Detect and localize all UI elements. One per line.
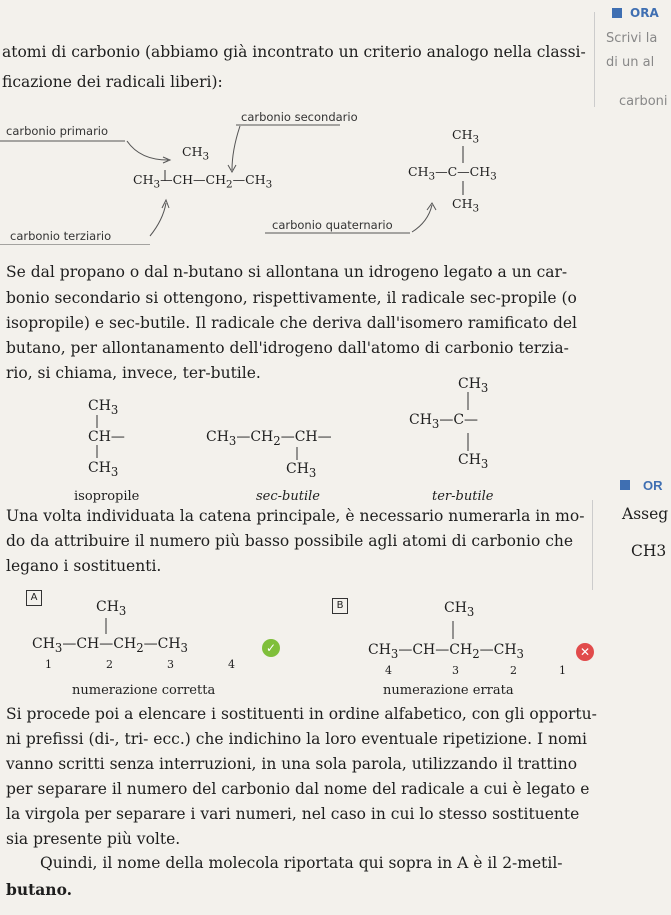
sidebar-carbon: carboni xyxy=(619,94,668,109)
chem-b-top: $CH_3$ xyxy=(444,600,475,619)
sidebar-di-un: di un al xyxy=(606,55,655,70)
para4-line5: la virgola per separare i vari numeri, nel caso in cui lo stesso sostituente xyxy=(6,805,580,823)
sidebar-ch3: CH3 xyxy=(631,542,667,560)
label-carbonio-secondario: carbonio secondario xyxy=(241,110,358,124)
para2-line1: Se dal propano o dal n-butano si allontana un idrogeno legato a un car- xyxy=(6,263,568,281)
cross-icon: ✕ xyxy=(576,643,594,661)
chem-isopropyl-bottom: $CH_3$ xyxy=(88,460,119,479)
label-ter-butile: ter-butile xyxy=(432,489,494,504)
label-carbonio-primario: carbonio primario xyxy=(6,124,109,138)
chem-terbutyl-bottom: $CH_3$ xyxy=(458,452,489,471)
chem-butane-chain: $CH_3—CH—CH_2—CH_3$ xyxy=(133,172,273,191)
para4-line2: ni prefissi (di-, tri- ecc.) che indichino la loro eventuale ripetizione. I nomi xyxy=(6,730,587,748)
chem-quat-chain: $CH_3—C—CH_3$ xyxy=(408,164,497,183)
chem-isopropyl-top: $CH_3$ xyxy=(88,398,119,417)
para1-line2: ficazione dei radicali liberi): xyxy=(2,73,223,91)
para2-line2: bonio secondario si ottengono, rispettivamente, il radicale sec-propile (o xyxy=(6,289,577,307)
check-icon: ✓ xyxy=(262,639,280,657)
para4-line4: per separare il numero del carbonio dal nome del radicale a cui è legato e xyxy=(6,780,590,798)
para2-line3: isopropile) e sec-butile. Il radicale che deriva dall'isomero ramificato del xyxy=(6,314,578,332)
sidebar-ora-2: OR xyxy=(643,478,663,493)
chem-b-chain: $CH_3—CH—CH_2—CH_3$ xyxy=(368,642,524,661)
chem-a-top: $CH_3$ xyxy=(96,599,127,618)
para1-line1: atomi di carbonio (abbiamo già incontrato un criterio analogo nella classi- xyxy=(2,43,586,61)
para4-line3: vanno scritti senza interruzioni, in una sola parola, utilizzando il trattino xyxy=(6,755,578,773)
sidebar-scrivi: Scrivi la xyxy=(606,31,658,46)
label-numerazione-errata: numerazione errata xyxy=(383,683,514,698)
badge-a: A xyxy=(26,590,42,606)
chem-terbutyl-top: $CH_3$ xyxy=(458,376,489,395)
chem-terbutyl-mid: $CH_3—C—$ xyxy=(409,412,479,431)
para4-line1: Si procede poi a elencare i sostituenti in ordine alfabetico, con gli opportu- xyxy=(6,705,597,723)
para3-line2: do da attribuire il numero più basso possibile agli atomi di carbonio che xyxy=(6,532,574,550)
badge-b: B xyxy=(332,598,348,614)
chem-a-chain: $CH_3—CH—CH_2—CH_3$ xyxy=(32,636,188,655)
chem-secbutyl-chain: $CH_3—CH_2—CH—$ xyxy=(206,429,332,448)
label-carbonio-terziario: carbonio terziario xyxy=(10,229,112,243)
chem-quat-bottom: $CH_3$ xyxy=(452,196,480,215)
sidebar-ora-1: ORA xyxy=(630,6,659,20)
para2-line5: rio, si chiama, invece, ter-butile. xyxy=(6,364,261,382)
label-isopropile: isopropile xyxy=(74,489,140,504)
para3-line1: Una volta individuata la catena principale, è necessario numerarla in mo- xyxy=(6,507,585,525)
chem-ch3-top: $CH_3$ xyxy=(182,144,210,163)
para2-line4: butano, per allontanamento dell'idrogeno dall'atomo di carbonio terzia- xyxy=(6,339,569,357)
para5-line2: butano. xyxy=(6,880,73,899)
para5-line1: Quindi, il nome della molecola riportata qui sopra in A è il 2-metil- xyxy=(40,854,563,872)
sidebar-marker-1 xyxy=(612,8,622,18)
chem-isopropyl-mid: CH— xyxy=(88,429,125,445)
sidebar-marker-2 xyxy=(620,480,630,490)
chem-secbutyl-bottom: $CH_3$ xyxy=(286,461,317,480)
sidebar-asseg: Asseg xyxy=(622,505,669,523)
label-carbonio-quaternario: carbonio quaternario xyxy=(272,218,393,232)
label-numerazione-corretta: numerazione corretta xyxy=(72,683,216,698)
para4-line6: sia presente più volte. xyxy=(6,830,181,848)
para3-line3: legano i sostituenti. xyxy=(6,557,162,575)
label-sec-butile: sec-butile xyxy=(256,489,320,504)
chem-quat-top: $CH_3$ xyxy=(452,127,480,146)
